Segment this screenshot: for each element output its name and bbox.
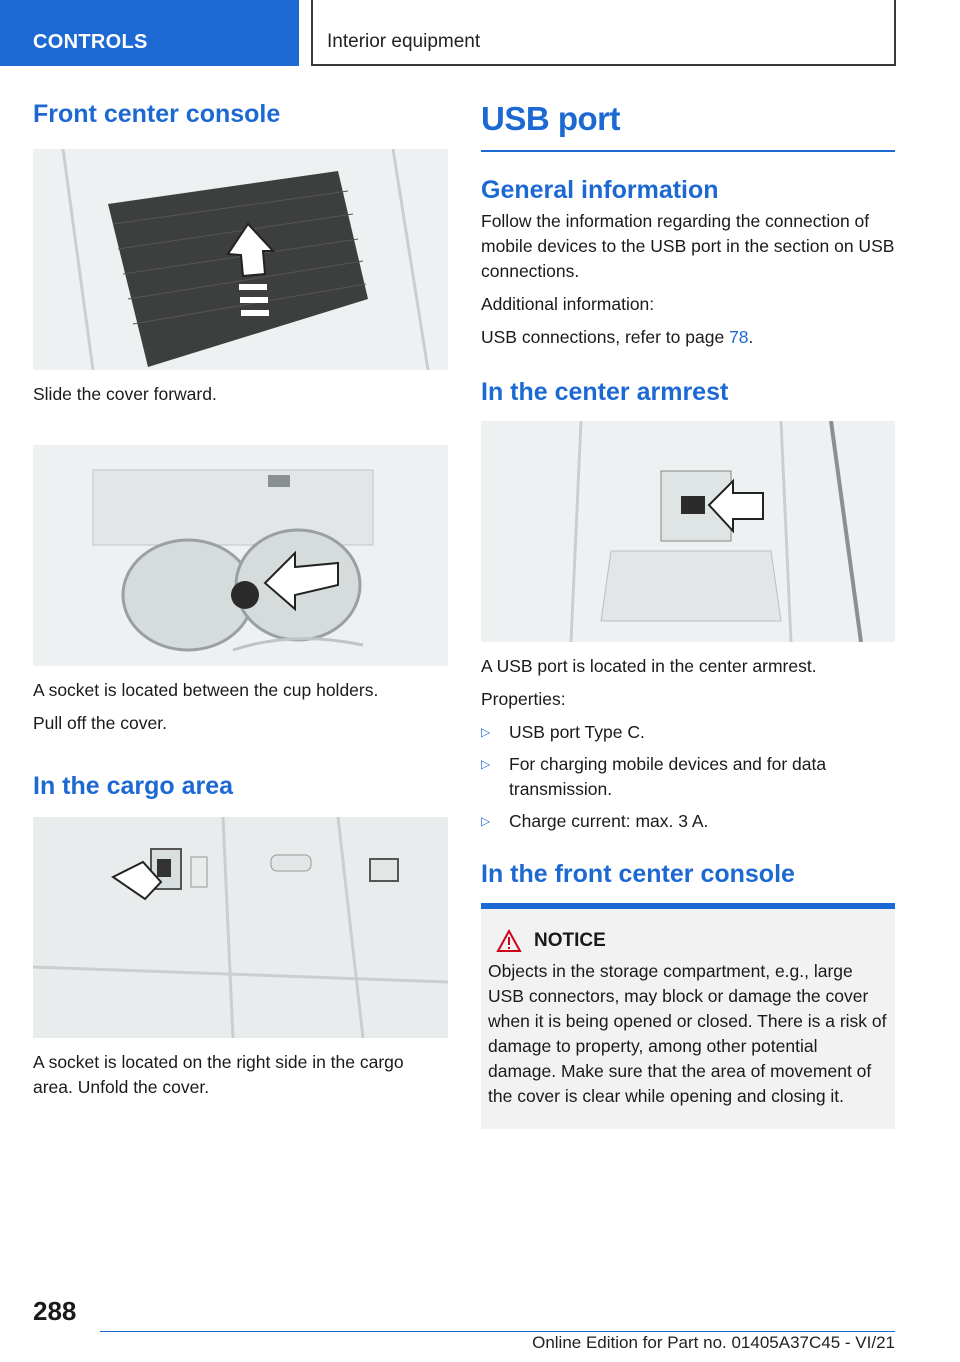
front-console-title: Front center console <box>33 100 281 128</box>
warning-triangle-icon <box>496 929 522 953</box>
property-text: USB port Type C. <box>509 722 645 742</box>
notice-box <box>481 903 895 1129</box>
ref-suffix: . <box>748 327 754 347</box>
armrest-caption: A USB port is located in the center armrest. <box>481 656 817 676</box>
usb-port-title: USB port <box>481 100 620 137</box>
list-item <box>481 752 895 802</box>
cargo-caption: A socket is located on the right side in the cargo area. Unfold the cover. <box>33 1052 404 1097</box>
cup-holder-caption: A socket is located between the cup holders. <box>33 680 379 700</box>
armrest-illustration <box>481 421 895 642</box>
usb-connections-ref <box>481 325 895 350</box>
list-item <box>481 809 895 834</box>
notice-label: NOTICE <box>534 930 606 951</box>
notice-text: Objects in the storage compartment, e.g., large USB connectors, may block or damage the cover when it is being opened or closed. There is a risk of damage to property, among other potential damage. Make sure that the area of movement of the cover is clear while opening and closing it. <box>488 961 887 1106</box>
triangle-right-icon: ▷ <box>481 814 491 828</box>
title-rule <box>481 150 895 152</box>
triangle-right-icon: ▷ <box>481 725 491 739</box>
header-chapter: Interior equipment <box>311 0 896 66</box>
cargo-illustration <box>33 817 448 1038</box>
general-info-text: Follow the information regarding the connection of mobile devices to the USB port in the section on USB connections. <box>481 211 895 281</box>
additional-info-label: Additional information: <box>481 294 655 314</box>
front-console-caption: Slide the cover forward. <box>33 384 217 404</box>
ref-prefix: USB connections, refer to page <box>481 327 730 347</box>
footer-rule <box>100 1331 895 1332</box>
armrest-title: In the center armrest <box>481 378 729 406</box>
footer-edition: Online Edition for Part no. 01405A37C45 - VI/21 <box>532 1333 895 1352</box>
notice-header <box>488 929 887 953</box>
general-info-title: General information <box>481 176 719 204</box>
front-center-console-title: In the front center console <box>481 860 795 888</box>
header-section: CONTROLS <box>0 0 299 66</box>
right-column <box>481 100 895 1129</box>
page-number: 288 <box>33 1296 77 1326</box>
cup-holder-caption-2: Pull off the cover. <box>33 713 167 733</box>
cargo-title: In the cargo area <box>33 772 234 800</box>
property-text: Charge current: max. 3 A. <box>509 811 709 831</box>
page-link[interactable]: 78 <box>729 327 749 347</box>
left-column <box>33 100 448 1100</box>
list-item <box>481 720 895 745</box>
cover-console-illustration <box>33 149 448 370</box>
triangle-right-icon: ▷ <box>481 757 491 771</box>
cup-holder-illustration <box>33 445 448 666</box>
property-text: For charging mobile devices and for data transmission. <box>509 754 827 799</box>
properties-label: Properties: <box>481 689 566 709</box>
properties-list <box>481 720 895 834</box>
